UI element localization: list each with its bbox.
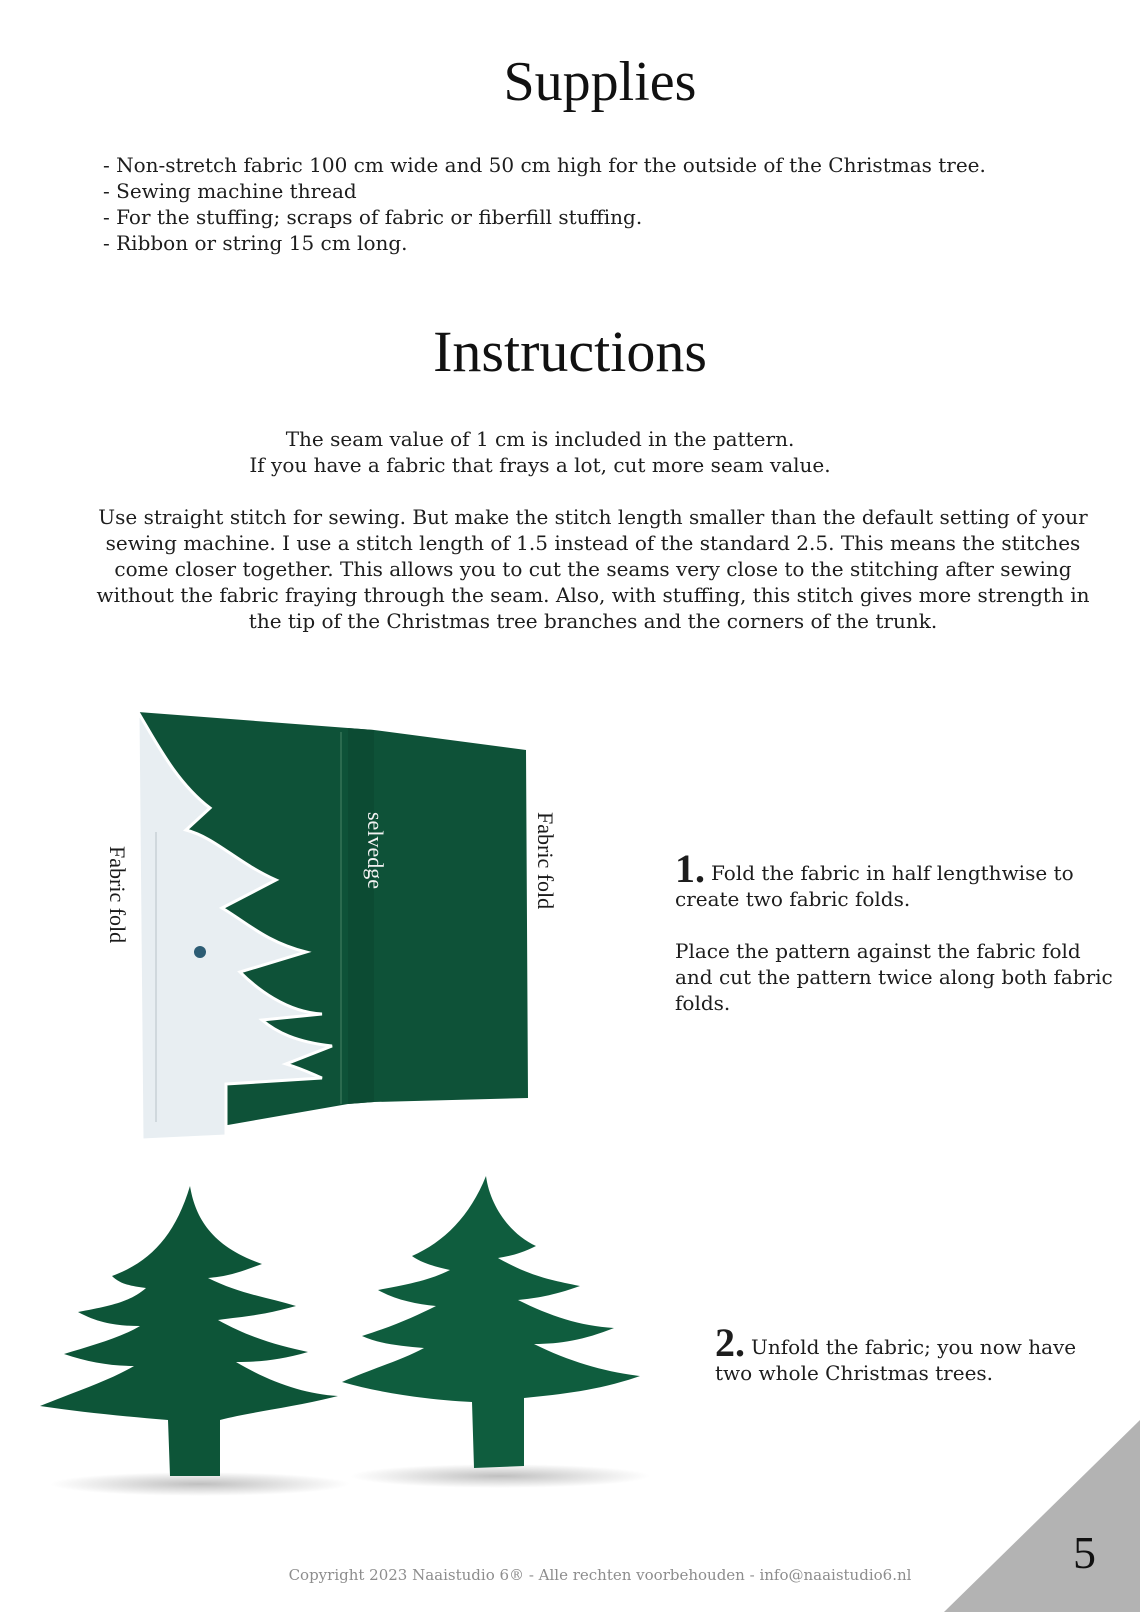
- pattern-logo: [194, 946, 206, 958]
- page-number: 5: [1073, 1527, 1096, 1578]
- step-1: [675, 846, 1115, 1016]
- fabric-fold-label-right: Fabric fold: [533, 812, 558, 910]
- selvedge-strip: [348, 728, 374, 1104]
- supplies-title: Supplies: [503, 51, 697, 113]
- tree-shadow: [350, 1464, 650, 1488]
- seam-note-line: If you have a fabric that frays a lot, cut more seam value.: [249, 453, 831, 477]
- supplies-item: - For the stuffing; scraps of fabric or fiberfill stuffing.: [103, 205, 643, 229]
- supplies-item: - Ribbon or string 15 cm long.: [103, 231, 408, 255]
- step-2: [715, 1320, 1115, 1386]
- selvedge-label: selvedge: [363, 812, 388, 889]
- corner-decoration: [944, 1420, 1140, 1612]
- two-trees-photo: [40, 1176, 670, 1501]
- tree-left: [40, 1186, 338, 1476]
- step-text: Unfold the fabric; you now have two whole Christmas trees.: [715, 1335, 1077, 1385]
- seam-note-line: The seam value of 1 cm is included in the pattern.: [285, 427, 795, 451]
- fabric-fold-label-left: Fabric fold: [105, 846, 130, 944]
- step-text: Fold the fabric in half lengthwise to create two fabric folds.: [675, 861, 1074, 911]
- supplies-item: - Non-stretch fabric 100 cm wide and 50 cm high for the outside of the Christmas tree.: [103, 153, 986, 177]
- tree-right: [342, 1176, 640, 1468]
- stitch-paragraph: Use straight stitch for sewing. But make the stitch length smaller than the default setting of your sewing machine. I use a stitch length of 1.5 instead of the standard 2.5. This means the stitches come closer together. This allows you to cut the seams very close to the stitching after sewing without the fabric fraying through the seam. Also, with stuffing, this stitch gives more strength in the tip of the Christmas tree branches and the corners of the trunk.: [96, 505, 1090, 633]
- footer-copyright: Copyright 2023 Naaistudio 6® - Alle rechten voorbehouden - info@naaistudio6.nl: [288, 1566, 912, 1584]
- instructions-title: Instructions: [433, 319, 707, 384]
- supplies-item: - Sewing machine thread: [103, 179, 357, 203]
- folded-fabric-photo: [136, 712, 528, 1142]
- step-number: 1.: [675, 846, 705, 891]
- supplies-list: [103, 152, 986, 256]
- step-text: Place the pattern against the fabric fold and cut the pattern twice along both fabric folds.: [675, 939, 1113, 1015]
- step-number: 2.: [715, 1320, 745, 1365]
- seam-note: [42, 426, 1038, 478]
